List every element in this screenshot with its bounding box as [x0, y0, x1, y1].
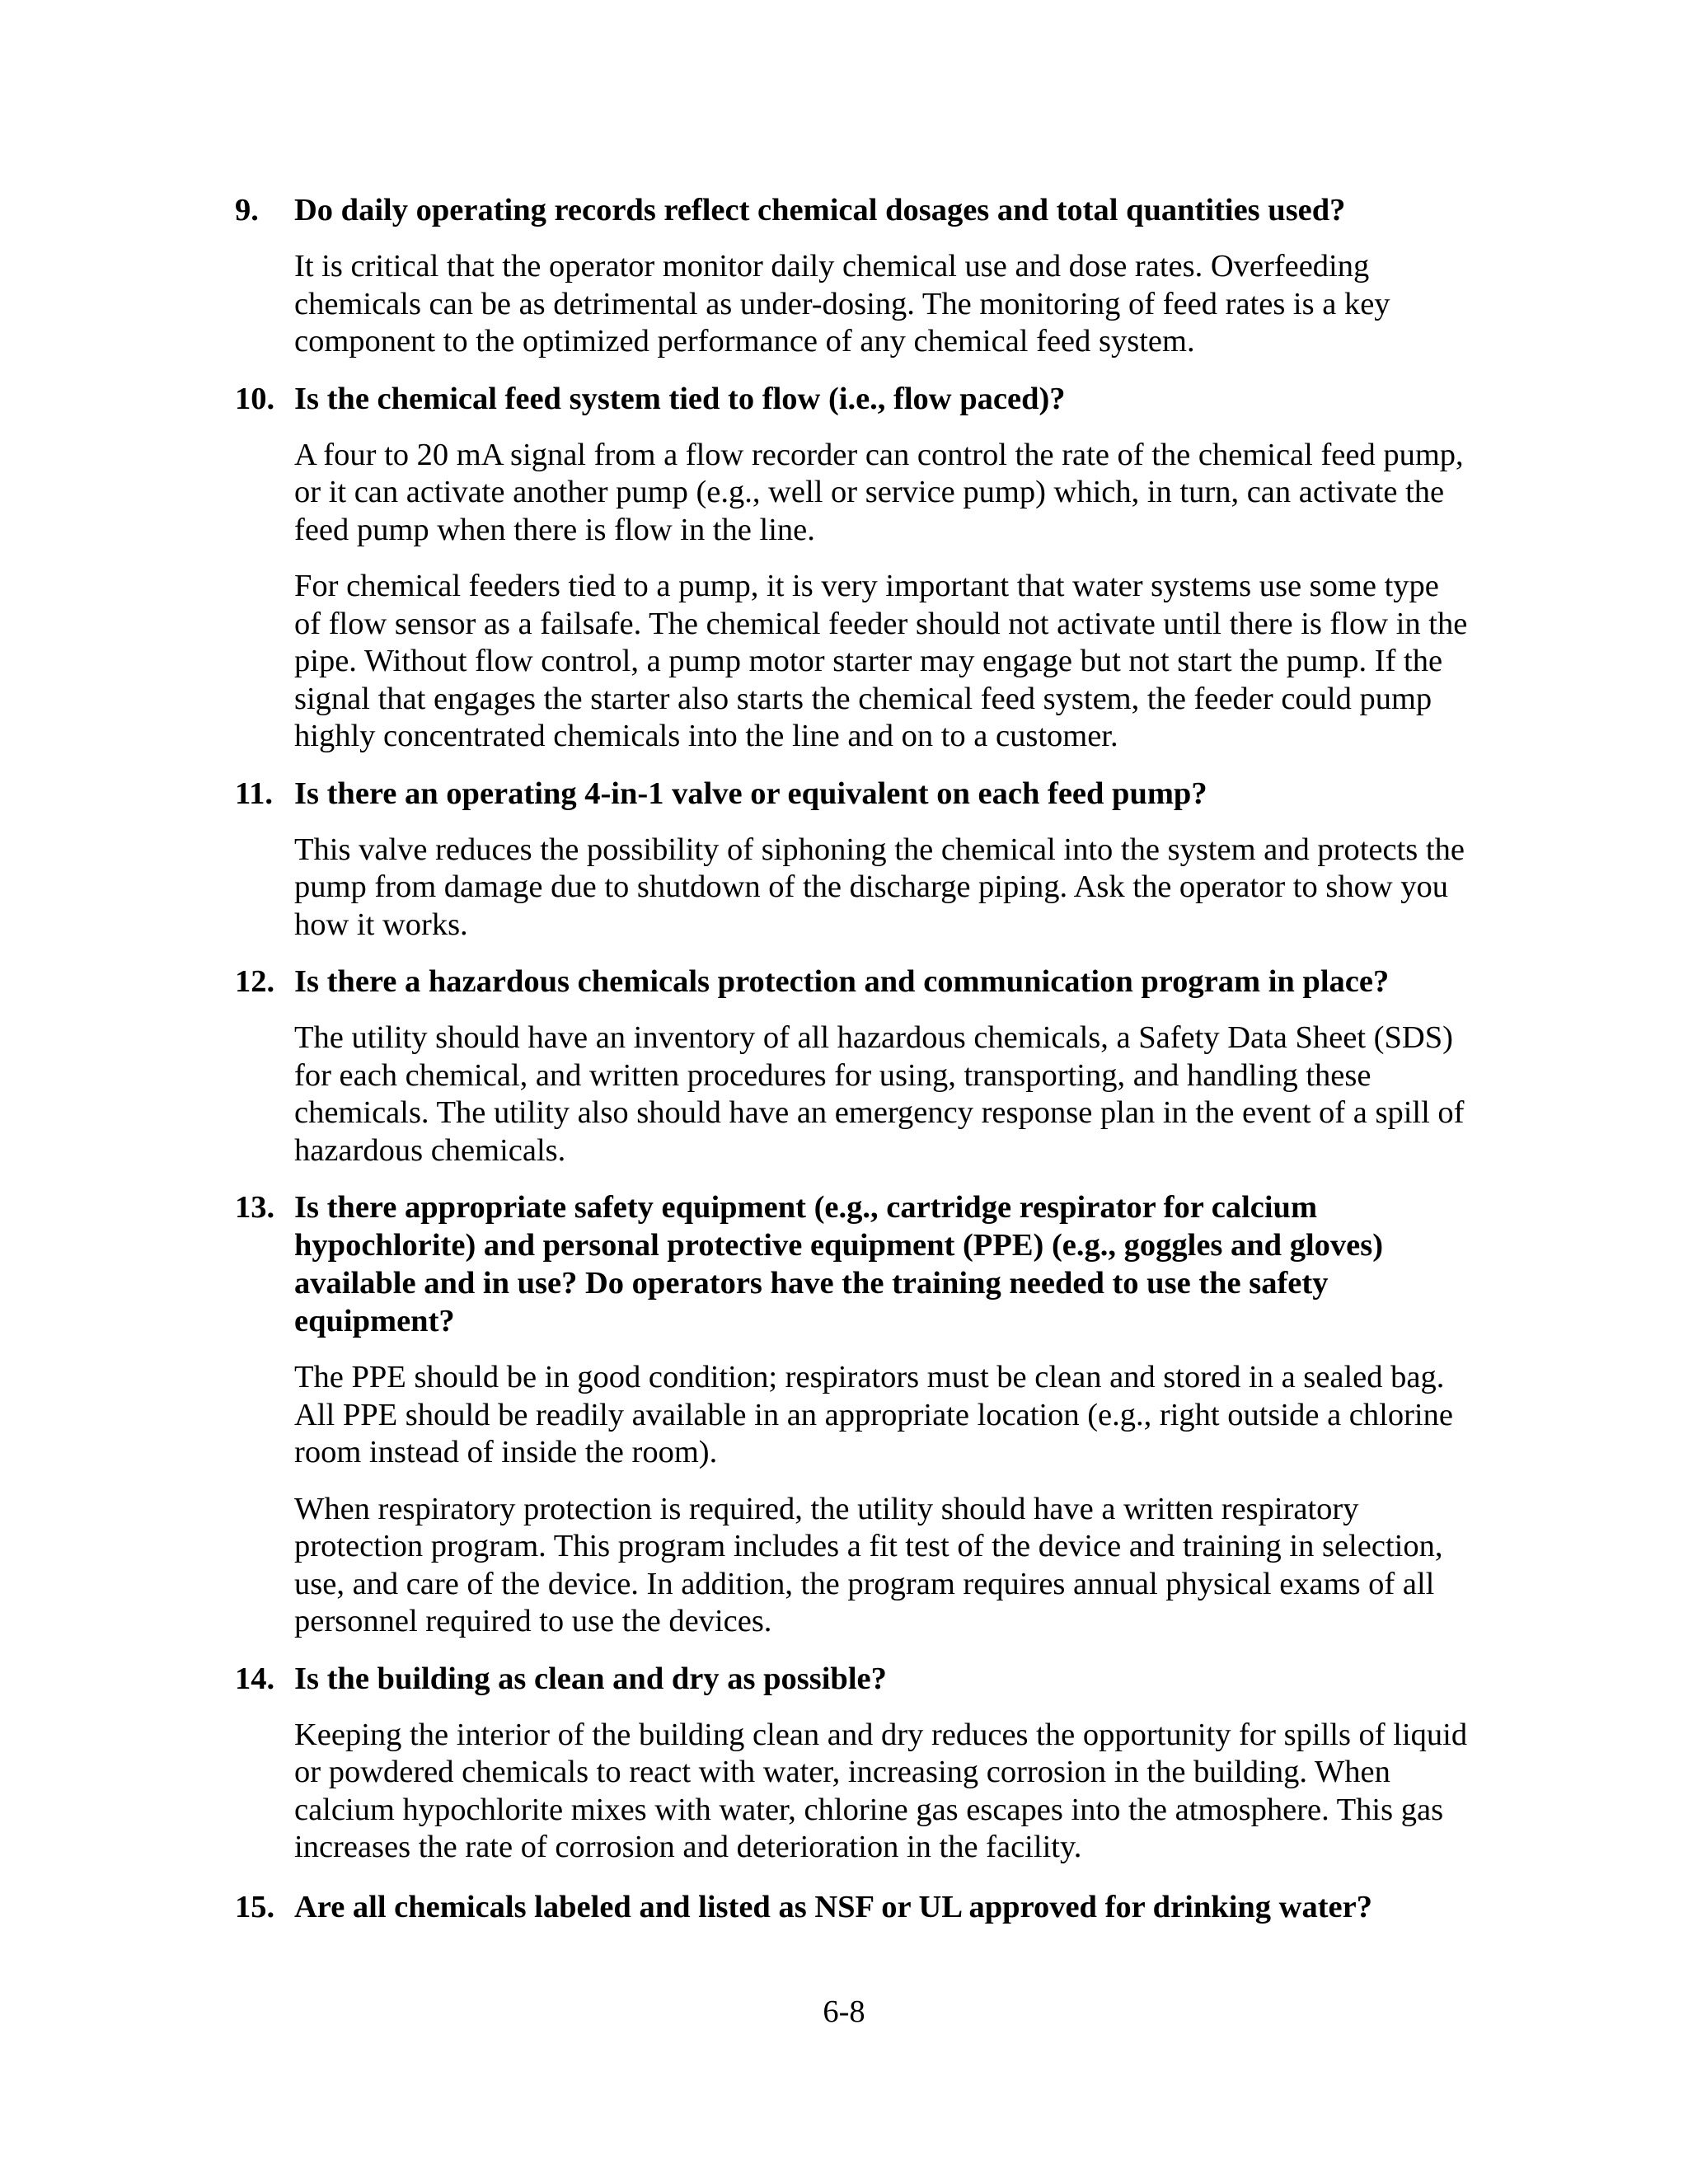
answer-paragraph: This valve reduces the possibility of siphoning the chemical into the system and protects the pump from damage due to shutdown of the discharge piping. Ask the operator to show you how it works. [294, 832, 1465, 942]
question-number: 15. [235, 1889, 275, 1924]
question-item-13 [235, 1188, 1471, 1641]
answer-paragraph: When respiratory protection is required, the utility should have a written respiratory protection program. This program includes a fit test of the device and training in selection, use, and care of the device. In addition, the program requires annual physical exams of all personnel required to use the devices. [294, 1491, 1443, 1638]
question-item-14 [235, 1660, 1471, 1867]
question-item-11 [235, 775, 1471, 944]
question-heading [235, 1888, 1471, 1926]
answer-paragraph: It is critical that the operator monitor daily chemical use and dose rates. Overfeeding chemicals can be as detrimental as under-dosing. The monitoring of feed rates is a key component to the optimized performance of any chemical feed system. [294, 249, 1390, 359]
question-heading [235, 963, 1471, 1001]
question-number: 12. [235, 964, 275, 999]
question-number: 11. [235, 776, 274, 811]
question-text: Is there an operating 4-in-1 valve or equivalent on each feed pump? [294, 776, 1207, 811]
question-item-12 [235, 963, 1471, 1169]
question-heading [235, 191, 1471, 229]
question-number: 9. [235, 193, 259, 227]
question-text: Are all chemicals labeled and listed as NSF or UL approved for drinking water? [294, 1889, 1372, 1924]
question-item-9 [235, 191, 1471, 361]
question-heading [235, 380, 1471, 418]
answer-paragraph: Keeping the interior of the building clean and dry reduces the opportunity for spills of liquid or powdered chemicals to react with water, increasing corrosion in the building. When calcium hypochlorite mixes with water, chlorine gas escapes into the atmosphere. This gas increases the rate of corrosion and deterioration in the facility. [294, 1717, 1468, 1864]
question-text: Do daily operating records reflect chemical dosages and total quantities used? [294, 193, 1346, 227]
question-number: 14. [235, 1661, 275, 1696]
question-number: 13. [235, 1190, 275, 1225]
answer-paragraph: The PPE should be in good condition; respirators must be clean and stored in a sealed bag. All PPE should be readily available in an appropriate location (e.g., right outside a chlorine room instead of inside the room). [294, 1360, 1453, 1469]
question-heading [235, 1660, 1471, 1698]
question-item-15 [235, 1888, 1471, 1926]
question-text: Is there appropriate safety equipment (e.g., cartridge respirator for calcium hypochlorite) and personal protective equipment (PPE) (e.g., goggles and gloves) available and in use? Do operators have the training needed to use the safety equipment? [294, 1190, 1384, 1338]
question-text: Is the building as clean and dry as possible? [294, 1661, 887, 1696]
answer-paragraph: For chemical feeders tied to a pump, it is very important that water systems use some type of flow sensor as a failsafe. The chemical feeder should not activate until there is flow in the pipe. Without flow control, a pump motor starter may engage but not start the pump. If the signal that engages the starter also starts the chemical feed system, the feeder could pump highly concentrated chemicals into the line and on to a customer. [294, 569, 1468, 753]
question-item-10 [235, 380, 1471, 756]
answer-paragraph: The utility should have an inventory of all hazardous chemicals, a Safety Data Sheet (SDS) for each chemical, and written procedures for using, transporting, and handling these chemicals. The utility also should have an emergency response plan in the event of a spill of hazardous chemicals. [294, 1020, 1465, 1168]
question-heading [235, 775, 1471, 813]
answer-paragraph: A four to 20 mA signal from a flow recorder can control the rate of the chemical feed pump, or it can activate another pump (e.g., well or service pump) which, in turn, can activate the feed pump when there is flow in the line. [294, 437, 1464, 547]
question-number: 10. [235, 381, 275, 416]
question-list [235, 191, 1471, 1945]
page-number: 6-8 [823, 1994, 865, 2029]
question-text: Is there a hazardous chemicals protection and communication program in place? [294, 964, 1390, 999]
question-text: Is the chemical feed system tied to flow (i.e., flow paced)? [294, 381, 1066, 416]
question-heading [235, 1188, 1471, 1340]
